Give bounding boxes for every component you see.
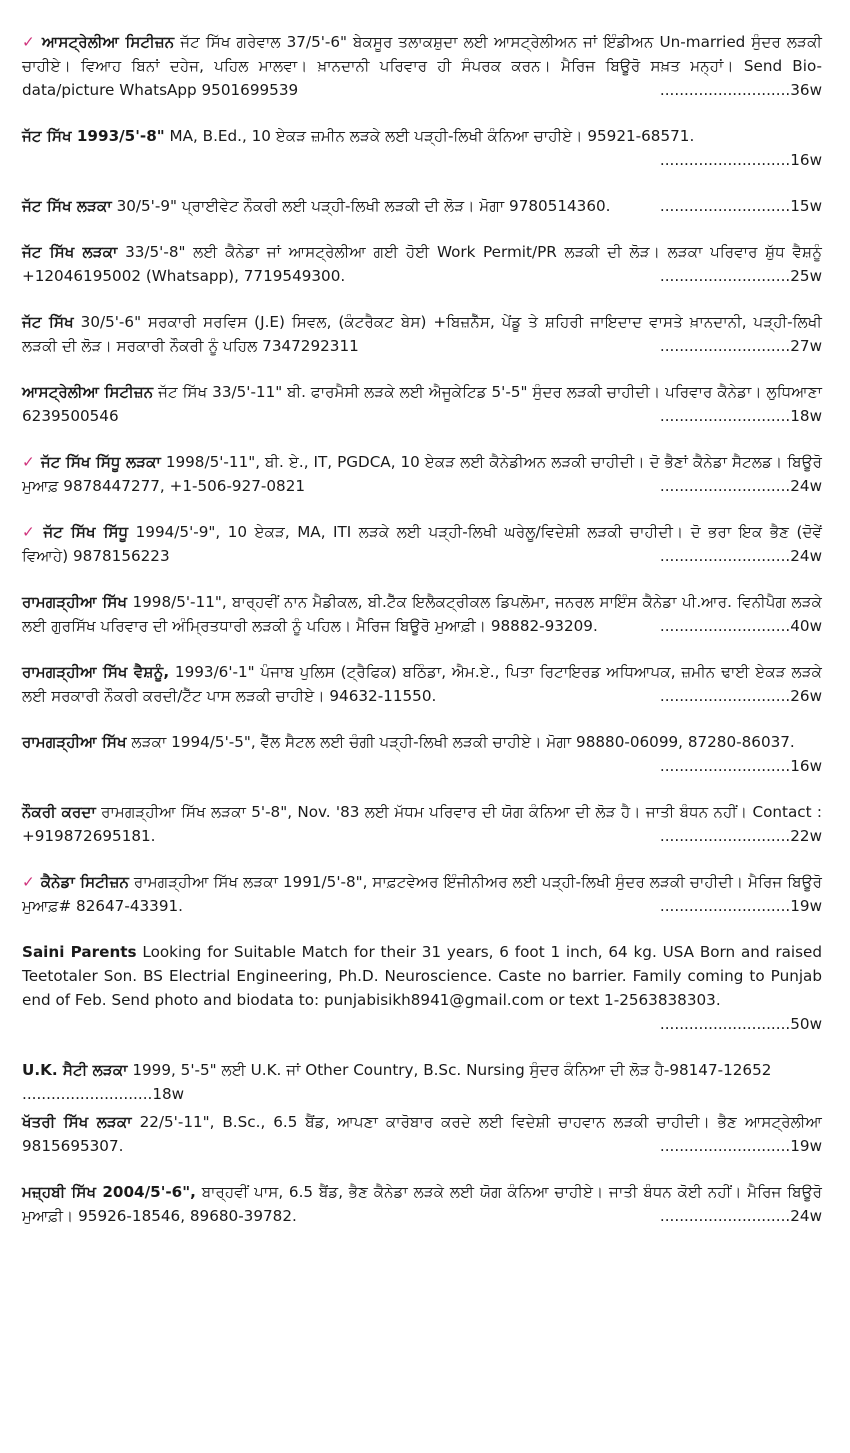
ad-heading: ਖੱਤਰੀ ਸਿੱਖ ਲੜਕਾ <box>22 1113 132 1131</box>
ad-heading: ਮਜ਼੍ਹਬੀ ਸਿੱਖ 2004/5'-6", <box>22 1183 196 1201</box>
ad-body: ਜੱਟ ਸਿੱਖ ਗਰੇਵਾਲ 37/5'-6" ਬੇਕਸੂਰ ਤਲਾਕਸ਼ੁਦਾ ਲਈ ਆਸਟ੍ਰੇਲੀਅਨ ਜਾਂ ਇੰਡੀਅਨ Un-married ਸੁੰਦਰ ਲੜਕੀ ਚਾਹੀਏ। ਵਿਆਹ ਬਿਨਾਂ ਦਹੇਜ, ਪਹਿਲ ਮਾਲਵਾ। ਖ਼ਾਨਦਾਨੀ ਪਰਿਵਾਰ ਹੀ ਸੰਪਰਕ ਕਰਨ। ਮੈਰਿਜ ਬਿਊਰੋ ਸਖ਼ਤ ਮਨ੍ਹਾਂ। Send Bio-data/picture WhatsApp 9501699539 <box>22 33 822 99</box>
ad-code: ...........................24w <box>659 547 822 565</box>
ad-code: ...........................50w <box>659 1015 822 1033</box>
ad-heading: Saini Parents <box>22 943 137 961</box>
classified-ad <box>22 520 822 568</box>
ad-heading: ਆਸਟ੍ਰੇਲੀਆ ਸਿਟੀਜ਼ਨ <box>41 33 175 51</box>
classified-ad <box>22 940 822 1036</box>
ad-code: ...........................19w <box>659 897 822 915</box>
ad-code: ...........................16w <box>659 151 822 169</box>
classified-ad <box>22 450 822 498</box>
ad-body: ਜੱਟ ਸਿੱਖ 33/5'-11" ਬੀ. ਫਾਰਮੈਸੀ ਲੜਕੇ ਲਈ ਐਜੂਕੇਟਿਡ 5'-5" ਸੁੰਦਰ ਲੜਕੀ ਚਾਹੀਦੀ। ਪਰਿਵਾਰ ਕੈਨੇਡਾ। ਲੁਧਿਆਣਾ 6239500546 <box>22 383 822 425</box>
classified-ad <box>22 310 822 358</box>
checkmark-icon: ✓ <box>22 873 35 891</box>
classified-ad <box>22 800 822 848</box>
classified-ad <box>22 1058 822 1106</box>
classified-ad <box>22 590 822 638</box>
ad-body: 1994/5'-9", 10 ਏਕੜ, MA, ITI ਲੜਕੇ ਲਈ ਪੜ੍ਹੀ-ਲਿਖੀ ਘਰੇਲੂ/ਵਿਦੇਸ਼ੀ ਲੜਕੀ ਚਾਹੀਦੀ। ਦੋ ਭਰਾ ਇਕ ਭੈਣ (ਦੋਵੇਂ ਵਿਆਹੇ) 9878156223 <box>22 523 823 565</box>
checkmark-icon: ✓ <box>22 453 35 471</box>
ad-body: ਰਾਮਗੜ੍ਹੀਆ ਸਿੱਖ ਲੜਕਾ 1991/5'-8", ਸਾਫ਼ਟਵੇਅਰ ਇੰਜੀਨੀਅਰ ਲਈ ਪੜ੍ਹੀ-ਲਿਖੀ ਸੁੰਦਰ ਲੜਕੀ ਚਾਹੀਦੀ। ਮੈਰਿਜ ਬਿਊਰੋ ਮੁਆਫ਼# 82647-43391. <box>22 873 823 915</box>
ad-body: MA, B.Ed., 10 ਏਕੜ ਜ਼ਮੀਨ ਲੜਕੇ ਲਈ ਪੜ੍ਹੀ-ਲਿਖੀ ਕੰਨਿਆ ਚਾਹੀਏ। 95921-68571. <box>164 127 695 145</box>
ad-code: ...........................22w <box>659 827 822 845</box>
ad-heading: ਜੱਟ ਸਿੱਖ ਲੜਕਾ <box>22 243 118 261</box>
ad-heading: ਰਾਮਗੜ੍ਹੀਆ ਸਿੱਖ <box>22 593 128 611</box>
ad-body: 22/5'-11", B.Sc., 6.5 ਬੈਂਡ, ਆਪਣਾ ਕਾਰੋਬਾਰ ਕਰਦੇ ਲਈ ਵਿਦੇਸ਼ੀ ਚਾਹਵਾਨ ਲੜਕੀ ਚਾਹੀਦੀ। ਭੈਣ ਆਸਟ੍ਰੇਲੀਆ 9815695307. <box>22 1113 822 1155</box>
checkmark-icon: ✓ <box>22 523 38 541</box>
ad-body: 30/5'-6" ਸਰਕਾਰੀ ਸਰਵਿਸ (J.E) ਸਿਵਲ, (ਕੰਟਰੈਕਟ ਬੇਸ) +ਬਿਜ਼ਨੈੱਸ, ਪੇਂਡੂ ਤੇ ਸ਼ਹਿਰੀ ਜਾਇਦਾਦ ਵਾਸਤੇ ਖ਼ਾਨਦਾਨੀ, ਪੜ੍ਹੀ-ਲਿਖੀ ਲੜਕੀ ਦੀ ਲੋੜ। ਸਰਕਾਰੀ ਨੌਕਰੀ ਨੂੰ ਪਹਿਲ 7347292311 <box>22 313 822 355</box>
classified-ad <box>22 240 822 288</box>
classified-ad <box>22 194 822 218</box>
ad-heading: ਜੱਟ ਸਿੱਖ 1993/5'-8" <box>22 127 165 145</box>
ad-code: ...........................18w <box>659 407 822 425</box>
classified-ad <box>22 1110 822 1158</box>
ad-heading: U.K. ਸੈਟੀ ਲੜਕਾ <box>22 1061 128 1079</box>
classified-ad <box>22 1180 822 1228</box>
ad-heading: ਆਸਟ੍ਰੇਲੀਆ ਸਿਟੀਜ਼ਨ <box>22 383 154 401</box>
ad-code: ...........................24w <box>659 1207 822 1225</box>
classified-ad <box>22 30 822 102</box>
ad-heading: ਰਾਮਗੜ੍ਹੀਆ ਸਿੱਖ ਵੈਸ਼ਨੂੰ, <box>22 663 170 681</box>
classified-ad <box>22 870 822 918</box>
ad-body: 1998/5'-11", ਬੀ. ਏ., IT, PGDCA, 10 ਏਕੜ ਲਈ ਕੈਨੇਡੀਅਨ ਲੜਕੀ ਚਾਹੀਦੀ। ਦੋ ਭੈਣਾਂ ਕੈਨੇਡਾ ਸੈਟਲਡ। ਬਿਊਰੋ ਮੁਆਫ਼ 9878447277, +1-506-927-0821 <box>22 453 822 495</box>
ad-heading: ਕੈਨੇਡਾ ਸਿਟੀਜ਼ਨ <box>40 873 129 891</box>
checkmark-icon: ✓ <box>22 33 36 51</box>
ad-code: ...........................25w <box>659 267 822 285</box>
ad-heading: ਜੱਟ ਸਿੱਖ ਲੜਕਾ <box>22 197 112 215</box>
ad-heading: ਜੱਟ ਸਿੱਖ ਸਿੱਧੂ <box>43 523 129 541</box>
ad-body: 33/5'-8" ਲਈ ਕੈਨੇਡਾ ਜਾਂ ਆਸਟ੍ਰੇਲੀਆ ਗਈ ਹੋਈ Work Permit/PR ਲੜਕੀ ਦੀ ਲੋੜ। ਲੜਕਾ ਪਰਿਵਾਰ ਸ਼ੁੱਧ ਵੈਸ਼ਨੂੰ +12046195002 (Whatsapp), 7719549300. <box>22 243 822 285</box>
ad-code: ...........................27w <box>659 337 822 355</box>
classified-ad <box>22 124 822 172</box>
classified-ads-column <box>22 30 822 1250</box>
ad-heading: ਨੌਕਰੀ ਕਰਦਾ <box>22 803 96 821</box>
ad-code: ...........................26w <box>659 687 822 705</box>
ad-body: 1998/5'-11", ਬਾਰ੍ਹਵੀਂ ਨਾਨ ਮੈਡੀਕਲ, ਬੀ.ਟੈੱਕ ਇਲੈਕਟ੍ਰੀਕਲ ਡਿਪਲੋਮਾ, ਜਨਰਲ ਸਾਇੰਸ ਕੈਨੇਡਾ ਪੀ.ਆਰ. ਵਿਨੀਪੈਗ ਲੜਕੇ ਲਈ ਗੁਰਸਿੱਖ ਪਰਿਵਾਰ ਦੀ ਅੰਮ੍ਰਿਤਧਾਰੀ ਲੜਕੀ ਨੂੰ ਪਹਿਲ। ਮੈਰਿਜ ਬਿਊਰੋ ਮੁਆਫ਼ੀ। 98882-93209. <box>22 593 823 635</box>
ad-heading: ਜੱਟ ਸਿੱਖ <box>22 313 74 331</box>
ad-body: ਲੜਕਾ 1994/5'-5", ਵੈੱਲ ਸੈਟਲ ਲਈ ਚੰਗੀ ਪੜ੍ਹੀ-ਲਿਖੀ ਲੜਕੀ ਚਾਹੀਏ। ਮੋਗਾ 98880-06099, 87280-86037. <box>126 733 795 751</box>
ad-code: ...........................19w <box>659 1137 822 1155</box>
ad-body: 1999, 5'-5" ਲਈ U.K. ਜਾਂ Other Country, B.Sc. Nursing ਸੁੰਦਰ ਕੰਨਿਆ ਦੀ ਲੋੜ ਹੈ-98147-12652 <box>127 1061 772 1079</box>
classified-ad <box>22 730 822 778</box>
ad-code: ...........................18w <box>22 1085 185 1103</box>
ad-body: Looking for Suitable Match for their 31 years, 6 foot 1 inch, 64 kg. USA Born and raised Teetotaler Son. BS Electrial Engineering, Ph.D. Neuroscience. Caste no barrier. Family coming to Punjab end of Feb. Send photo and biodata to: punjabisikh8941@gmail.com or text 1-2563838303. <box>22 943 822 1009</box>
ad-body: ਰਾਮਗੜ੍ਹੀਆ ਸਿੱਖ ਲੜਕਾ 5'-8", Nov. '83 ਲਈ ਮੱਧਮ ਪਰਿਵਾਰ ਦੀ ਯੋਗ ਕੰਨਿਆ ਦੀ ਲੋੜ ਹੈ। ਜਾਤੀ ਬੰਧਨ ਨਹੀਂ। Contact : +919872695181. <box>22 803 822 845</box>
ad-body: ਬਾਰ੍ਹਵੀਂ ਪਾਸ, 6.5 ਬੈਂਡ, ਭੈਣ ਕੈਨੇਡਾ ਲੜਕੇ ਲਈ ਯੋਗ ਕੰਨਿਆ ਚਾਹੀਏ। ਜਾਤੀ ਬੰਧਨ ਕੋਈ ਨਹੀਂ। ਮੈਰਿਜ ਬਿਊਰੋ ਮੁਆਫ਼ੀ। 95926-18546, 89680-39782. <box>22 1183 822 1225</box>
classified-ad <box>22 380 822 428</box>
ad-code: ...........................40w <box>659 617 822 635</box>
classified-ad <box>22 660 822 708</box>
ad-code: ...........................15w <box>659 197 822 215</box>
ad-code: ...........................36w <box>659 81 822 99</box>
ad-body: 1993/6'-1" ਪੰਜਾਬ ਪੁਲਿਸ (ਟ੍ਰੈਫਿਕ) ਬਠਿੰਡਾ, ਐਮ.ਏ., ਪਿਤਾ ਰਿਟਾਇਰਡ ਅਧਿਆਪਕ, ਜ਼ਮੀਨ ਢਾਈ ਏਕੜ ਲੜਕੇ ਲਈ ਸਰਕਾਰੀ ਨੌਕਰੀ ਕਰਦੀ/ਟੈੱਟ ਪਾਸ ਲੜਕੀ ਚਾਹੀਏ। 94632-11550. <box>22 663 823 705</box>
ad-heading: ਜੱਟ ਸਿੱਖ ਸਿੱਧੂ ਲੜਕਾ <box>40 453 161 471</box>
ad-code: ...........................16w <box>659 757 822 775</box>
ad-heading: ਰਾਮਗੜ੍ਹੀਆ ਸਿੱਖ <box>22 733 127 751</box>
ad-body: 30/5'-9" ਪ੍ਰਾਈਵੇਟ ਨੌਕਰੀ ਲਈ ਪੜ੍ਹੀ-ਲਿਖੀ ਲੜਕੀ ਦੀ ਲੋੜ। ਮੋਗਾ 9780514360. <box>111 197 611 215</box>
ad-code: ...........................24w <box>659 477 822 495</box>
